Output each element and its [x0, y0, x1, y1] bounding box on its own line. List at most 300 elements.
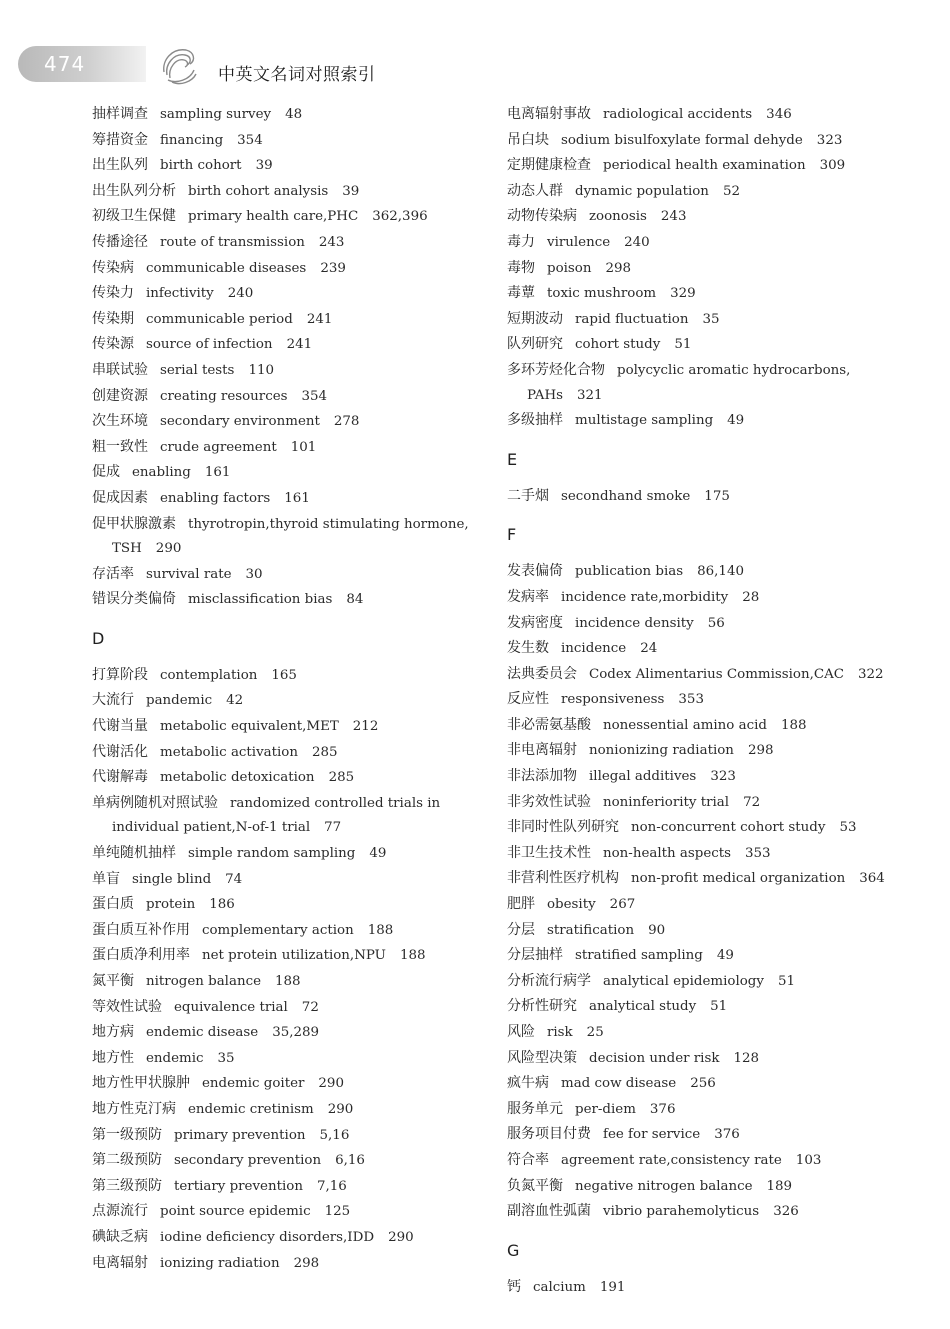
page-ref: 39: [342, 183, 360, 199]
index-entry: [507, 332, 907, 358]
index-entry: [507, 358, 907, 384]
index-entry: [507, 230, 907, 256]
term-chinese: 动物传染病: [507, 208, 577, 225]
page-ref: 90: [648, 922, 666, 938]
index-entry: [92, 562, 487, 588]
term-english: primary health care,PHC: [188, 209, 359, 225]
page-ref: 239: [320, 260, 346, 276]
term-english: per-diem: [575, 1101, 636, 1117]
term-english: thyrotropin,thyroid stimulating hormone,: [188, 516, 469, 532]
index-entry: [507, 153, 907, 179]
term-chinese: 风险: [507, 1024, 535, 1040]
term-chinese: 出生队列分析: [92, 182, 176, 199]
page-ref: 322: [858, 666, 884, 682]
term-english: route of transmission: [160, 234, 305, 250]
term-chinese: 发病率: [507, 588, 549, 605]
term-english: polycyclic aromatic hydrocarbons,: [617, 362, 851, 378]
page-ref: 362,396: [372, 209, 428, 225]
index-entry: [92, 714, 487, 740]
page-ref: 298: [293, 1255, 320, 1271]
index-entry: [507, 408, 907, 434]
term-chinese: 单纯随机抽样: [92, 845, 176, 862]
page-ref: 30: [245, 566, 263, 582]
index-entry: [92, 892, 487, 918]
index-column-right: [507, 102, 907, 1300]
term-chinese: 副溶血性弧菌: [507, 1203, 591, 1220]
term-english: survival rate: [146, 566, 232, 582]
term-english: complementary action: [202, 922, 354, 938]
page-ref: 7,16: [316, 1178, 347, 1194]
section-letter: D: [92, 628, 105, 648]
term-english: endemic cretinism: [188, 1101, 314, 1117]
term-english: TSH: [112, 541, 142, 557]
term-english: simple random sampling: [188, 846, 356, 862]
index-entry: [507, 969, 907, 995]
index-entry: [92, 179, 487, 205]
index-entry: [92, 1199, 487, 1225]
term-english: crude agreement: [160, 439, 277, 455]
index-entry: [507, 636, 907, 662]
term-english: pandemic: [146, 693, 213, 709]
term-chinese: 动态人群: [507, 182, 563, 199]
term-english: obesity: [547, 897, 596, 913]
term-chinese: 第三级预防: [92, 1177, 162, 1194]
term-chinese: 串联试验: [92, 361, 148, 378]
page-ref: 52: [722, 183, 740, 199]
page-ref: 128: [733, 1050, 760, 1066]
page-ref: 161: [204, 465, 231, 481]
page-ref: 298: [747, 743, 774, 759]
section-letter: E: [507, 449, 518, 469]
term-english: non-concurrent cohort study: [631, 820, 826, 836]
term-chinese: 钙: [507, 1278, 521, 1295]
term-english: sodium bisulfoxylate formal dehyde: [561, 132, 803, 148]
page-ref: 309: [819, 158, 846, 174]
term-english: analytical study: [589, 999, 697, 1015]
index-entry: [507, 102, 907, 128]
term-chinese: 蛋白质: [92, 896, 134, 913]
page-ref: 25: [586, 1025, 604, 1040]
page-ref: 376: [649, 1101, 676, 1117]
index-entry-continuation: [92, 816, 487, 841]
index-entry: [92, 1046, 487, 1072]
term-chinese: 传染期: [92, 310, 134, 327]
term-english: virulence: [547, 234, 611, 250]
page-ref: 24: [640, 641, 658, 657]
index-entry: [507, 204, 907, 230]
index-entry: [507, 559, 907, 585]
term-english: toxic mushroom: [547, 286, 657, 302]
term-english: non-health aspects: [603, 845, 732, 861]
index-entry: [507, 943, 907, 969]
page-ref: 110: [248, 362, 274, 378]
term-chinese: 粗一致性: [92, 438, 148, 455]
page-ref: 72: [301, 999, 319, 1015]
index-entry: [507, 738, 907, 764]
index-entry: [92, 1251, 487, 1277]
term-chinese: 吊白块: [507, 131, 549, 148]
term-english: birth cohort: [160, 158, 242, 174]
term-chinese: 服务单元: [507, 1100, 563, 1117]
term-chinese: 队列研究: [507, 336, 563, 353]
term-chinese: 蛋白质互补作用: [92, 921, 190, 938]
term-chinese: 等效性试验: [92, 998, 162, 1015]
term-english: cohort study: [575, 337, 661, 353]
index-entry: [507, 128, 907, 154]
page-ref: 51: [777, 973, 795, 989]
index-entry: [92, 943, 487, 969]
index-entry-continuation: [507, 384, 907, 409]
term-chinese: 风险型决策: [507, 1049, 577, 1066]
term-english: birth cohort analysis: [188, 183, 329, 199]
term-english: non-profit medical organization: [631, 871, 846, 887]
term-chinese: 毒力: [507, 233, 535, 250]
term-chinese: 传染力: [92, 285, 134, 302]
page-ref: 376: [714, 1127, 740, 1143]
index-entry: [507, 1199, 907, 1225]
term-english: serial tests: [160, 362, 235, 378]
term-english: mad cow disease: [561, 1076, 677, 1092]
page-ref: 267: [609, 897, 636, 913]
section-letter: G: [507, 1240, 520, 1260]
term-chinese: 单盲: [92, 870, 120, 887]
term-english: creating resources: [160, 388, 288, 404]
term-english: communicable period: [146, 311, 293, 327]
term-english: publication bias: [575, 564, 684, 580]
page-ref: 77: [324, 820, 342, 836]
page-ref: 72: [743, 794, 761, 810]
page-ref: 35,289: [272, 1025, 320, 1041]
index-entry: [507, 1071, 907, 1097]
term-chinese: 非电离辐射: [507, 742, 577, 759]
page-ref: 290: [388, 1229, 414, 1245]
page-ref: 243: [318, 234, 345, 250]
page-ref: 354: [237, 132, 263, 148]
term-english: endemic goiter: [202, 1076, 305, 1092]
term-chinese: 代谢当量: [92, 718, 148, 735]
page-ref: 74: [225, 871, 243, 887]
index-entry: [92, 1097, 487, 1123]
term-english: vibrio parahemolyticus: [603, 1204, 760, 1220]
index-entry: [507, 1122, 907, 1148]
page-ref: 103: [795, 1152, 822, 1168]
term-english: zoonosis: [589, 209, 647, 225]
index-entry: [507, 256, 907, 282]
index-entry: [92, 512, 487, 538]
page-ref: 189: [766, 1178, 793, 1194]
term-english: protein: [146, 897, 196, 913]
page-ref: 241: [286, 337, 313, 353]
term-chinese: 地方性克汀病: [92, 1100, 176, 1117]
term-english: metabolic activation: [160, 744, 298, 760]
term-english: multistage sampling: [575, 413, 714, 429]
page-ref: 290: [155, 541, 182, 557]
term-chinese: 多级抽样: [507, 412, 563, 429]
term-english: calcium: [533, 1279, 586, 1295]
index-entry: [92, 204, 487, 230]
page-ref: 35: [217, 1050, 235, 1066]
term-chinese: 分层抽样: [507, 947, 563, 964]
page-ref: 354: [301, 388, 328, 404]
index-entry: [507, 585, 907, 611]
term-english: negative nitrogen balance: [575, 1178, 753, 1194]
term-english: contemplation: [160, 667, 258, 683]
term-chinese: 服务项目付费: [507, 1126, 591, 1143]
term-chinese: 促成因素: [92, 489, 148, 506]
page-ref: 364: [859, 871, 885, 887]
index-entry: [92, 969, 487, 995]
term-english: communicable diseases: [146, 260, 307, 276]
term-english: point source epidemic: [160, 1204, 311, 1220]
index-entry: [92, 1020, 487, 1046]
term-chinese: 非卫生技术性: [507, 844, 591, 861]
term-chinese: 次生环境: [92, 413, 148, 430]
page-ref: 161: [284, 490, 310, 506]
term-english: equivalence trial: [174, 999, 288, 1015]
page-ref: 240: [624, 234, 650, 250]
index-entry: [507, 484, 907, 510]
term-chinese: 分析流行病学: [507, 972, 591, 989]
term-chinese: 传染病: [92, 259, 134, 276]
term-english: nitrogen balance: [146, 974, 261, 989]
index-entry: [507, 790, 907, 816]
term-english: poison: [547, 260, 592, 276]
index-entry: [92, 435, 487, 461]
term-english: noninferiority trial: [603, 794, 730, 810]
term-english: metabolic equivalent,MET: [160, 719, 339, 735]
index-entry: [507, 307, 907, 333]
term-chinese: 氮平衡: [92, 973, 134, 989]
term-chinese: 法典委员会: [507, 665, 577, 682]
index-entry: [92, 153, 487, 179]
term-chinese: 抽样调查: [92, 106, 148, 122]
term-chinese: 大流行: [92, 692, 134, 709]
term-chinese: 第二级预防: [92, 1152, 162, 1169]
section-letter: F: [507, 525, 517, 545]
term-english: single blind: [132, 871, 212, 887]
page-ref: 188: [275, 974, 301, 989]
page-ref: 191: [599, 1279, 626, 1295]
term-english: analytical epidemiology: [603, 973, 764, 989]
term-english: individual patient,N-of-1 trial: [112, 820, 311, 836]
term-english: fee for service: [603, 1127, 701, 1143]
term-english: financing: [160, 132, 224, 148]
term-english: net protein utilization,NPU: [202, 948, 386, 964]
term-english: ionizing radiation: [160, 1255, 280, 1271]
page-ref: 188: [367, 922, 394, 938]
term-chinese: 代谢活化: [92, 743, 148, 760]
index-entry: [92, 102, 487, 128]
term-english: stratification: [547, 922, 635, 938]
term-chinese: 多环芳烃化合物: [507, 361, 605, 378]
page-ref: 186: [209, 897, 235, 913]
index-entry: [507, 687, 907, 713]
index-entry: [92, 1148, 487, 1174]
term-chinese: 点源流行: [92, 1203, 148, 1220]
page-ref: 56: [707, 615, 725, 631]
term-chinese: 单病例随机对照试验: [92, 794, 218, 811]
index-entry: [92, 841, 487, 867]
index-entry: [507, 1046, 907, 1072]
term-english: source of infection: [146, 337, 273, 353]
index-entry: [507, 179, 907, 205]
page-ref: 28: [742, 589, 760, 605]
term-chinese: 定期健康检查: [507, 157, 591, 174]
term-english: endemic: [146, 1050, 204, 1066]
term-chinese: 传播途径: [92, 233, 148, 250]
term-chinese: 促甲状腺激素: [92, 515, 176, 532]
term-chinese: 电离辐射事故: [507, 106, 591, 122]
term-chinese: 存活率: [92, 565, 134, 582]
term-english: enabling factors: [160, 490, 271, 506]
index-entry: [507, 815, 907, 841]
page-number: 474: [44, 52, 86, 76]
term-chinese: 错误分类偏倚: [92, 591, 176, 608]
term-chinese: 传染源: [92, 336, 134, 353]
index-entry: [92, 688, 487, 714]
index-entry: [92, 663, 487, 689]
term-english: agreement rate,consistency rate: [561, 1152, 782, 1168]
page-ref: 86,140: [697, 564, 744, 580]
page-ref: 49: [716, 948, 734, 964]
page-ref: 6,16: [335, 1153, 365, 1169]
page-ref: 323: [816, 132, 843, 148]
page-ref: 323: [710, 769, 736, 785]
term-chinese: 电离辐射: [92, 1254, 148, 1271]
page-ref: 165: [271, 667, 297, 683]
index-entry: [92, 1174, 487, 1200]
term-english: decision under risk: [589, 1050, 720, 1066]
page-ref: 51: [710, 999, 728, 1015]
page-ref: 241: [306, 311, 333, 327]
index-entry: [507, 994, 907, 1020]
page-ref: 48: [285, 107, 303, 122]
index-entry: [92, 740, 487, 766]
term-english: endemic disease: [146, 1025, 259, 1041]
page-ref: 42: [226, 693, 244, 709]
index-entry: [92, 587, 487, 613]
page-ref: 53: [839, 820, 857, 836]
term-english: Codex Alimentarius Commission,CAC: [589, 666, 845, 682]
page-ref: 353: [745, 845, 771, 861]
index-entry: [92, 1225, 487, 1251]
page-ref: 188: [399, 948, 426, 964]
index-entry: [92, 332, 487, 358]
index-entry: [92, 1123, 487, 1149]
page-ref: 285: [312, 744, 338, 760]
index-entry: [92, 995, 487, 1021]
index-entry: [507, 1020, 907, 1046]
page-ref: 321: [577, 387, 603, 403]
term-english: nonessential amino acid: [603, 717, 767, 733]
term-chinese: 二手烟: [507, 487, 549, 504]
index-entry: [507, 841, 907, 867]
index-entry: [507, 1275, 907, 1301]
term-english: iodine deficiency disorders,IDD: [160, 1229, 375, 1245]
term-chinese: 负氮平衡: [507, 1177, 563, 1194]
index-entry: [507, 662, 907, 688]
term-chinese: 非营利性医疗机构: [507, 870, 619, 887]
term-chinese: 短期波动: [507, 310, 563, 327]
index-entry: [92, 384, 487, 410]
term-english: secondary environment: [160, 414, 320, 430]
term-english: PAHs: [527, 387, 563, 403]
term-english: responsiveness: [561, 692, 665, 708]
page-ref: 298: [605, 260, 632, 276]
term-chinese: 地方病: [92, 1024, 134, 1041]
index-entry: [92, 867, 487, 893]
page-title: 中英文名词对照索引: [218, 65, 376, 85]
term-chinese: 地方性: [92, 1049, 134, 1066]
index-entry: [92, 358, 487, 384]
term-chinese: 符合率: [507, 1151, 549, 1168]
term-chinese: 第一级预防: [92, 1126, 162, 1143]
term-english: infectivity: [146, 286, 214, 302]
index-entry: [507, 764, 907, 790]
term-chinese: 筹措资金: [92, 131, 148, 148]
term-chinese: 非必需氨基酸: [507, 716, 591, 733]
index-entry: [507, 1097, 907, 1123]
term-english: incidence rate,morbidity: [561, 589, 729, 605]
page-ref: 353: [678, 692, 704, 708]
term-chinese: 肥胖: [507, 896, 535, 913]
page-ref: 329: [670, 286, 696, 302]
page-ref: 243: [660, 209, 687, 225]
index-entry: [92, 307, 487, 333]
index-entry: [92, 765, 487, 791]
index-entry: [92, 409, 487, 435]
term-english: enabling: [132, 465, 191, 481]
term-english: secondhand smoke: [561, 488, 691, 504]
term-english: dynamic population: [575, 183, 709, 199]
swirl-logo-icon: [158, 42, 198, 86]
page-ref: 49: [727, 413, 745, 429]
page-ref: 188: [780, 717, 807, 733]
term-english: sampling survey: [160, 107, 272, 122]
page-ref: 278: [333, 414, 360, 430]
page-ref: 256: [690, 1076, 716, 1092]
term-english: illegal additives: [589, 769, 697, 785]
index-entry: [92, 128, 487, 154]
index-entry: [507, 1148, 907, 1174]
term-chinese: 发表偏倚: [507, 563, 563, 580]
page-ref: 326: [773, 1204, 799, 1220]
term-english: rapid fluctuation: [575, 311, 689, 327]
page-ref: 346: [766, 107, 792, 122]
term-english: periodical health examination: [603, 158, 806, 174]
page-ref: 290: [327, 1101, 354, 1117]
index-entry: [507, 866, 907, 892]
index-entry: [92, 281, 487, 307]
index-entry: [507, 713, 907, 739]
term-english: stratified sampling: [575, 948, 703, 964]
page-ref: 84: [346, 592, 364, 608]
term-english: primary prevention: [174, 1127, 306, 1143]
index-entry: [92, 791, 487, 817]
page-ref: 285: [328, 770, 355, 786]
term-english: incidence density: [575, 615, 694, 631]
page-ref: 212: [352, 719, 379, 735]
term-chinese: 发病密度: [507, 614, 563, 631]
index-entry: [92, 486, 487, 512]
term-chinese: 毒蕈: [507, 285, 535, 302]
term-english: secondary prevention: [174, 1153, 322, 1169]
term-english: risk: [547, 1025, 573, 1040]
index-entry: [507, 281, 907, 307]
index-entry: [507, 918, 907, 944]
page-ref: 35: [702, 311, 720, 327]
page-ref: 39: [255, 158, 273, 174]
